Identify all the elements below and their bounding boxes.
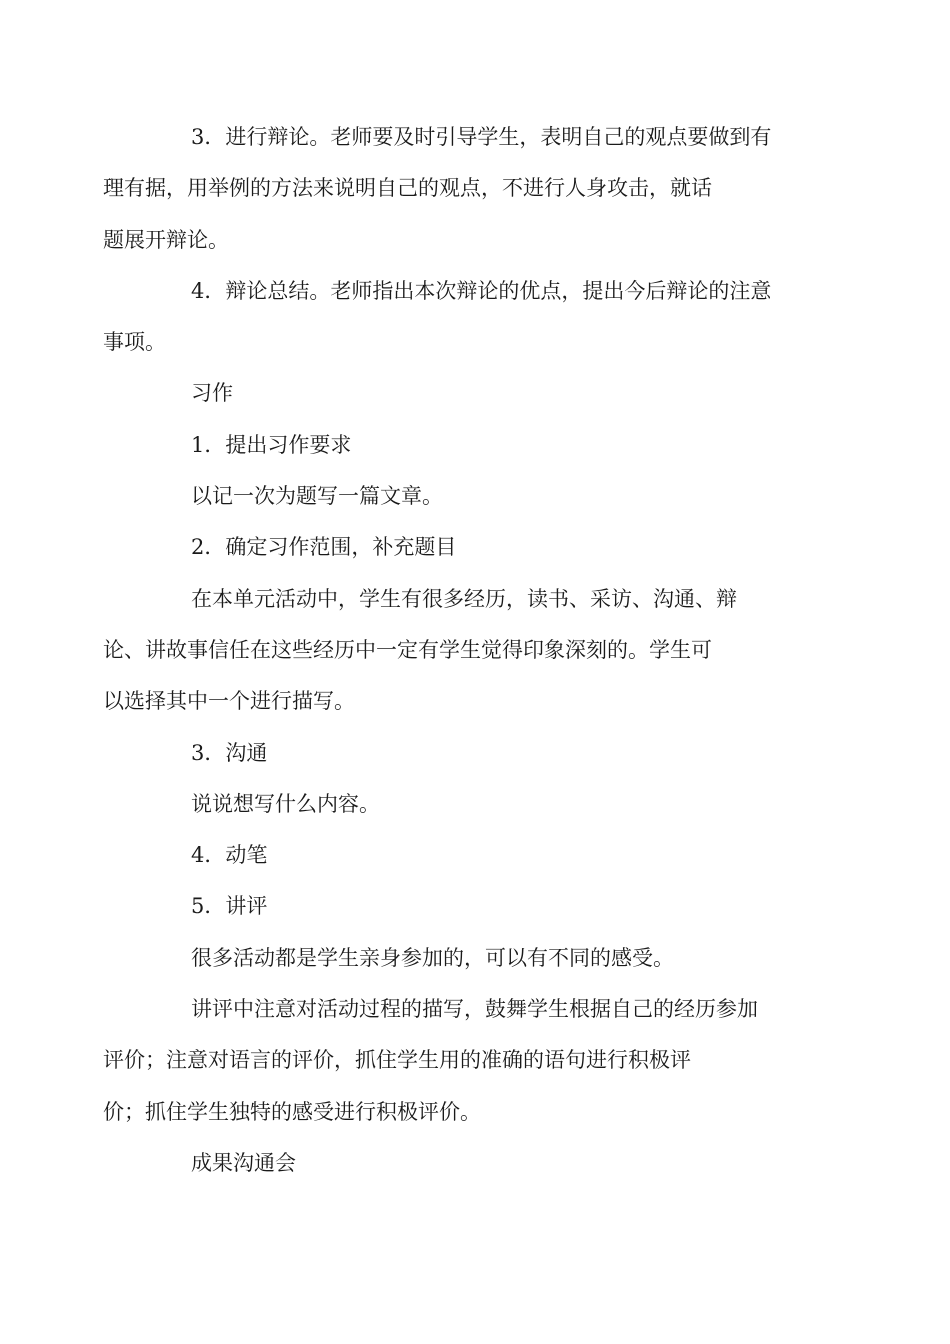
text-line: 说说想写什么内容。: [191, 791, 380, 816]
text-line: 很多活动都是学生亲身参加的，可以有不同的感受。: [191, 945, 674, 970]
text-line: 5．讲评: [191, 894, 268, 919]
paragraph-writing-step-1: [147, 420, 807, 471]
text-line: 3．沟通: [191, 740, 268, 765]
paragraph-writing-scope: [103, 574, 807, 728]
paragraph-writing-step-3: [147, 728, 807, 779]
text-line: 价；抓住学生独特的感受进行积极评价。: [103, 1099, 481, 1124]
section-heading-results: [147, 1138, 807, 1189]
text-line: 成果沟通会: [191, 1150, 296, 1175]
text-line: 在本单元活动中，学生有很多经历，读书、采访、沟通、辩: [191, 586, 737, 611]
text-line: 题展开辩论。: [103, 227, 229, 252]
text-line: 讲评中注意对活动过程的描写，鼓舞学生根据自己的经历参加: [191, 997, 758, 1022]
text-line: 事项。: [103, 330, 166, 355]
text-line: 3．进行辩论。老师要及时引导学生，表明自己的观点要做到有: [191, 125, 772, 149]
text-line: 评价；注意对语言的评价，抓住学生用的准确的语句进行积极评: [103, 1048, 691, 1073]
text-line: 以记一次为题写一篇文章。: [191, 484, 443, 509]
paragraph-debate-step-4: [103, 266, 807, 369]
paragraph-activities: [147, 933, 807, 984]
paragraph-writing-step-4: [147, 830, 807, 881]
text-line: 以选择其中一个进行描写。: [103, 689, 355, 714]
text-line: 2．确定习作范围，补充题目: [191, 535, 457, 560]
paragraph-communicate: [147, 779, 807, 830]
paragraph-writing-topic: [147, 471, 807, 522]
section-heading-writing: [147, 368, 807, 419]
text-line: 1．提出习作要求: [191, 432, 352, 457]
paragraph-debate-step-3: [103, 112, 807, 266]
text-line: 理有据，用举例的方法来说明自己的观点，不进行人身攻击，就话: [103, 176, 712, 201]
document-body: [103, 112, 807, 1189]
text-line: 论、讲故事信任在这些经历中一定有学生觉得印象深刻的。学生可: [103, 637, 712, 662]
text-line: 4．辩论总结。老师指出本次辩论的优点，提出今后辩论的注意: [191, 278, 772, 303]
paragraph-writing-step-5: [147, 881, 807, 932]
text-line: 习作: [191, 381, 233, 406]
paragraph-writing-step-2: [147, 522, 807, 573]
paragraph-review: [103, 984, 807, 1138]
text-line: 4．动笔: [191, 843, 268, 868]
